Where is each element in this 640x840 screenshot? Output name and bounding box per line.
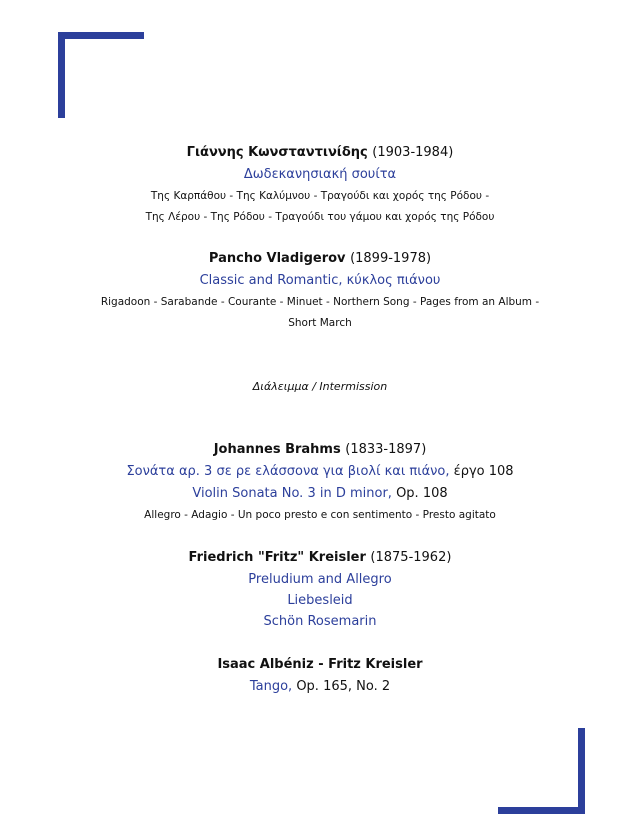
work-title-text: Liebesleid xyxy=(287,593,353,608)
composer-name: Pancho Vladigerov xyxy=(208,251,346,266)
work-title-text: Tango, xyxy=(249,679,293,694)
composer-albeniz-kreisler xyxy=(0,657,640,672)
work-title-text: Violin Sonata No. 3 in D minor, xyxy=(192,486,392,501)
composer-brahms xyxy=(0,442,640,457)
work-title xyxy=(0,572,640,587)
work-opus: Op. 108 xyxy=(391,486,448,501)
movements-line: Rigadoon - Sarabande - Courante - Minuet - Northern Song - Pages from an Album - xyxy=(100,296,540,308)
composer-dates: (1875-1962) xyxy=(370,550,452,565)
composer-dates: (1899-1978) xyxy=(350,251,432,266)
composer-name: Friedrich "Fritz" Kreisler xyxy=(188,550,366,565)
work-title xyxy=(0,486,640,501)
composer-konstantinidis xyxy=(0,145,640,160)
work-title xyxy=(0,167,640,182)
work-title xyxy=(0,593,640,608)
work-title xyxy=(0,464,640,479)
composer-kreisler xyxy=(0,550,640,565)
composer-name: Γιάννης Κωνσταντινίδης xyxy=(186,145,368,160)
work-title xyxy=(0,614,640,629)
work-opus: έργο 108 xyxy=(449,464,514,479)
composer-dates: (1833-1897) xyxy=(345,442,427,457)
movements-line: Της Λέρου - Της Ρόδου - Τραγούδι του γάμου και χορός της Ρόδου xyxy=(145,211,495,223)
work-title-text: Schön Rosemarin xyxy=(263,614,377,629)
work-title-text: Δωδεκανησιακή σουίτα xyxy=(243,167,397,182)
work-title xyxy=(0,273,640,288)
work-title xyxy=(0,679,640,694)
work-title-text: Σονάτα αρ. 3 σε ρε ελάσσονα για βιολί και πιάνο, xyxy=(126,464,450,479)
work-title-text: Preludium and Allegro xyxy=(248,572,392,587)
corner-decoration-top-left-vertical xyxy=(58,32,65,118)
movements-line: Allegro - Adagio - Un poco presto e con sentimento - Presto agitato xyxy=(144,509,496,521)
movements-line: Της Καρπάθου - Της Καλύμνου - Τραγούδι και χορός της Ρόδου - xyxy=(150,190,490,202)
composer-name: Isaac Albéniz - Fritz Kreisler xyxy=(217,657,423,672)
corner-decoration-top-left xyxy=(58,32,144,39)
intermission-label: Διάλειμμα / Intermission xyxy=(252,380,388,393)
composer-dates: (1903-1984) xyxy=(372,145,454,160)
composer-vladigerov xyxy=(0,251,640,266)
corner-decoration-bottom-right-vertical xyxy=(578,728,585,814)
composer-name: Johannes Brahms xyxy=(213,442,341,457)
movements-line: Short March xyxy=(288,317,352,329)
work-title-text: Classic and Romantic, κύκλος πιάνου xyxy=(199,273,441,288)
work-opus: Op. 165, No. 2 xyxy=(292,679,391,694)
corner-decoration-bottom-right xyxy=(498,807,585,814)
